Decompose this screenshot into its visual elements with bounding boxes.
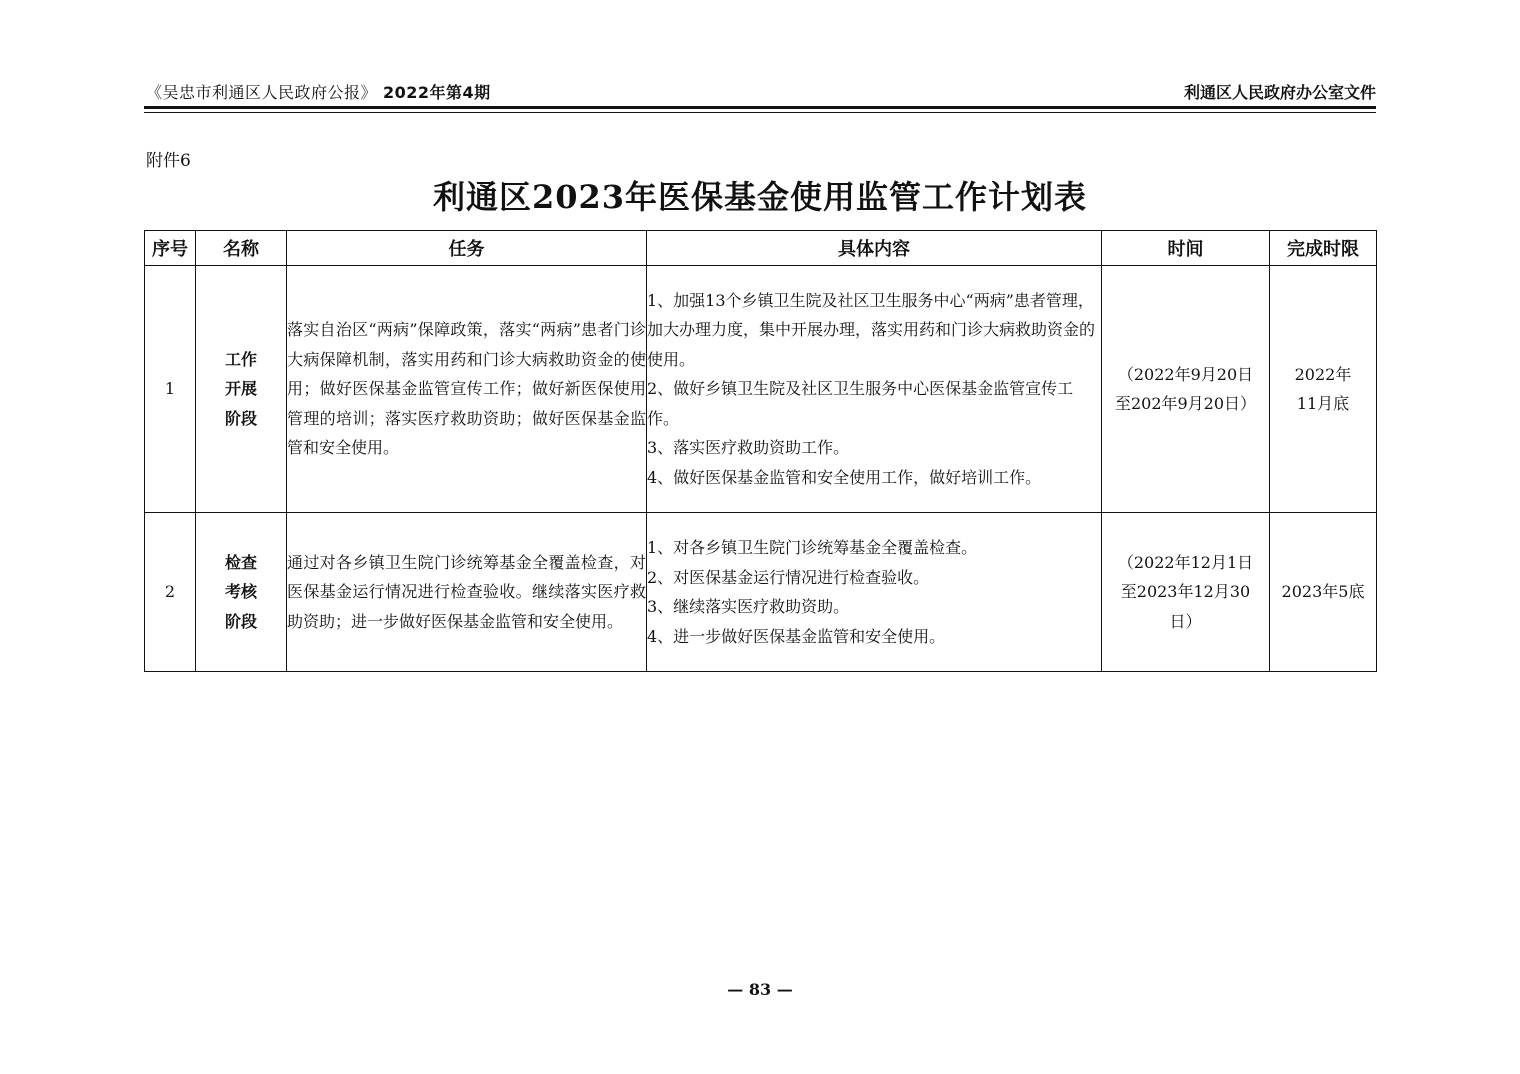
row-time: （2022年9月20日至202年9月20日） xyxy=(1102,266,1270,513)
header-office: 利通区人民政府办公室文件 xyxy=(1183,83,1376,102)
header-rule-thick xyxy=(144,106,1376,109)
table-header-row xyxy=(145,231,1377,266)
page-number: — 83 — xyxy=(727,980,793,999)
page-title: 利通区2023年医保基金使用监管工作计划表 xyxy=(432,178,1088,216)
row-name-line: 检查 xyxy=(224,552,257,572)
row-name-line: 考核 xyxy=(224,582,257,602)
column-header-no: 序号 xyxy=(145,231,196,266)
publication-name: 《吴忠市利通区人民政府公报》 xyxy=(146,83,378,102)
row-name-line: 阶段 xyxy=(224,408,257,428)
table-row xyxy=(145,513,1377,672)
issue-number: 2022年第4期 xyxy=(383,83,491,102)
row-details xyxy=(647,266,1102,513)
row-task: 落实自治区“两病”保障政策，落实“两病”患者门诊大病保障机制，落实用药和门诊大病救助资金的使用；做好医保基金监管宣传工作；做好新医保使用管理的培训；落实医疗救助资助；做好医保基金监管和安全使用。 xyxy=(287,266,647,513)
detail-item: 1、加强13个乡镇卫生院及社区卫生服务中心“两病”患者管理，加大办理力度，集中开展办理，落实用药和门诊大病救助资金的使用。 xyxy=(647,290,1096,369)
row-number: 1 xyxy=(145,266,196,513)
row-time: （2022年12月1日至2023年12月30日） xyxy=(1102,513,1270,672)
column-header-name: 名称 xyxy=(196,231,287,266)
header-publication-line xyxy=(146,80,491,103)
column-header-time: 时间 xyxy=(1102,231,1270,266)
row-name-line: 开展 xyxy=(224,379,257,399)
column-header-details: 具体内容 xyxy=(647,231,1102,266)
detail-item: 3、落实医疗救助资助工作。 xyxy=(647,438,850,458)
row-name-line: 阶段 xyxy=(224,611,257,631)
detail-item: 3、继续落实医疗救助资助。 xyxy=(647,597,850,616)
row-deadline: 2022年11月底 xyxy=(1270,266,1377,513)
detail-item: 4、做好医保基金监管和安全使用工作，做好培训工作。 xyxy=(647,467,1042,487)
table-row xyxy=(145,266,1377,513)
attachment-label: 附件6 xyxy=(146,151,191,171)
plan-table xyxy=(144,230,1377,672)
row-details xyxy=(647,513,1102,672)
row-deadline: 2023年5底 xyxy=(1270,513,1377,672)
detail-item: 1、对各乡镇卫生院门诊统筹基金全覆盖检查。 xyxy=(647,538,978,557)
column-header-deadline: 完成时限 xyxy=(1270,231,1377,266)
row-name xyxy=(196,513,287,672)
column-header-task: 任务 xyxy=(287,231,647,266)
header-rule-thin xyxy=(144,112,1376,113)
row-name-line: 工作 xyxy=(224,349,257,369)
row-name xyxy=(196,266,287,513)
row-number: 2 xyxy=(145,513,196,672)
detail-item: 4、进一步做好医保基金监管和安全使用。 xyxy=(647,626,946,646)
detail-item: 2、做好乡镇卫生院及社区卫生服务中心医保基金监管宣传工作。 xyxy=(647,379,1074,428)
detail-item: 2、对医保基金运行情况进行检查验收。 xyxy=(647,567,930,587)
row-task: 通过对各乡镇卫生院门诊统筹基金全覆盖检查，对医保基金运行情况进行检查验收。继续落实医疗救助资助；进一步做好医保基金监管和安全使用。 xyxy=(287,513,647,672)
